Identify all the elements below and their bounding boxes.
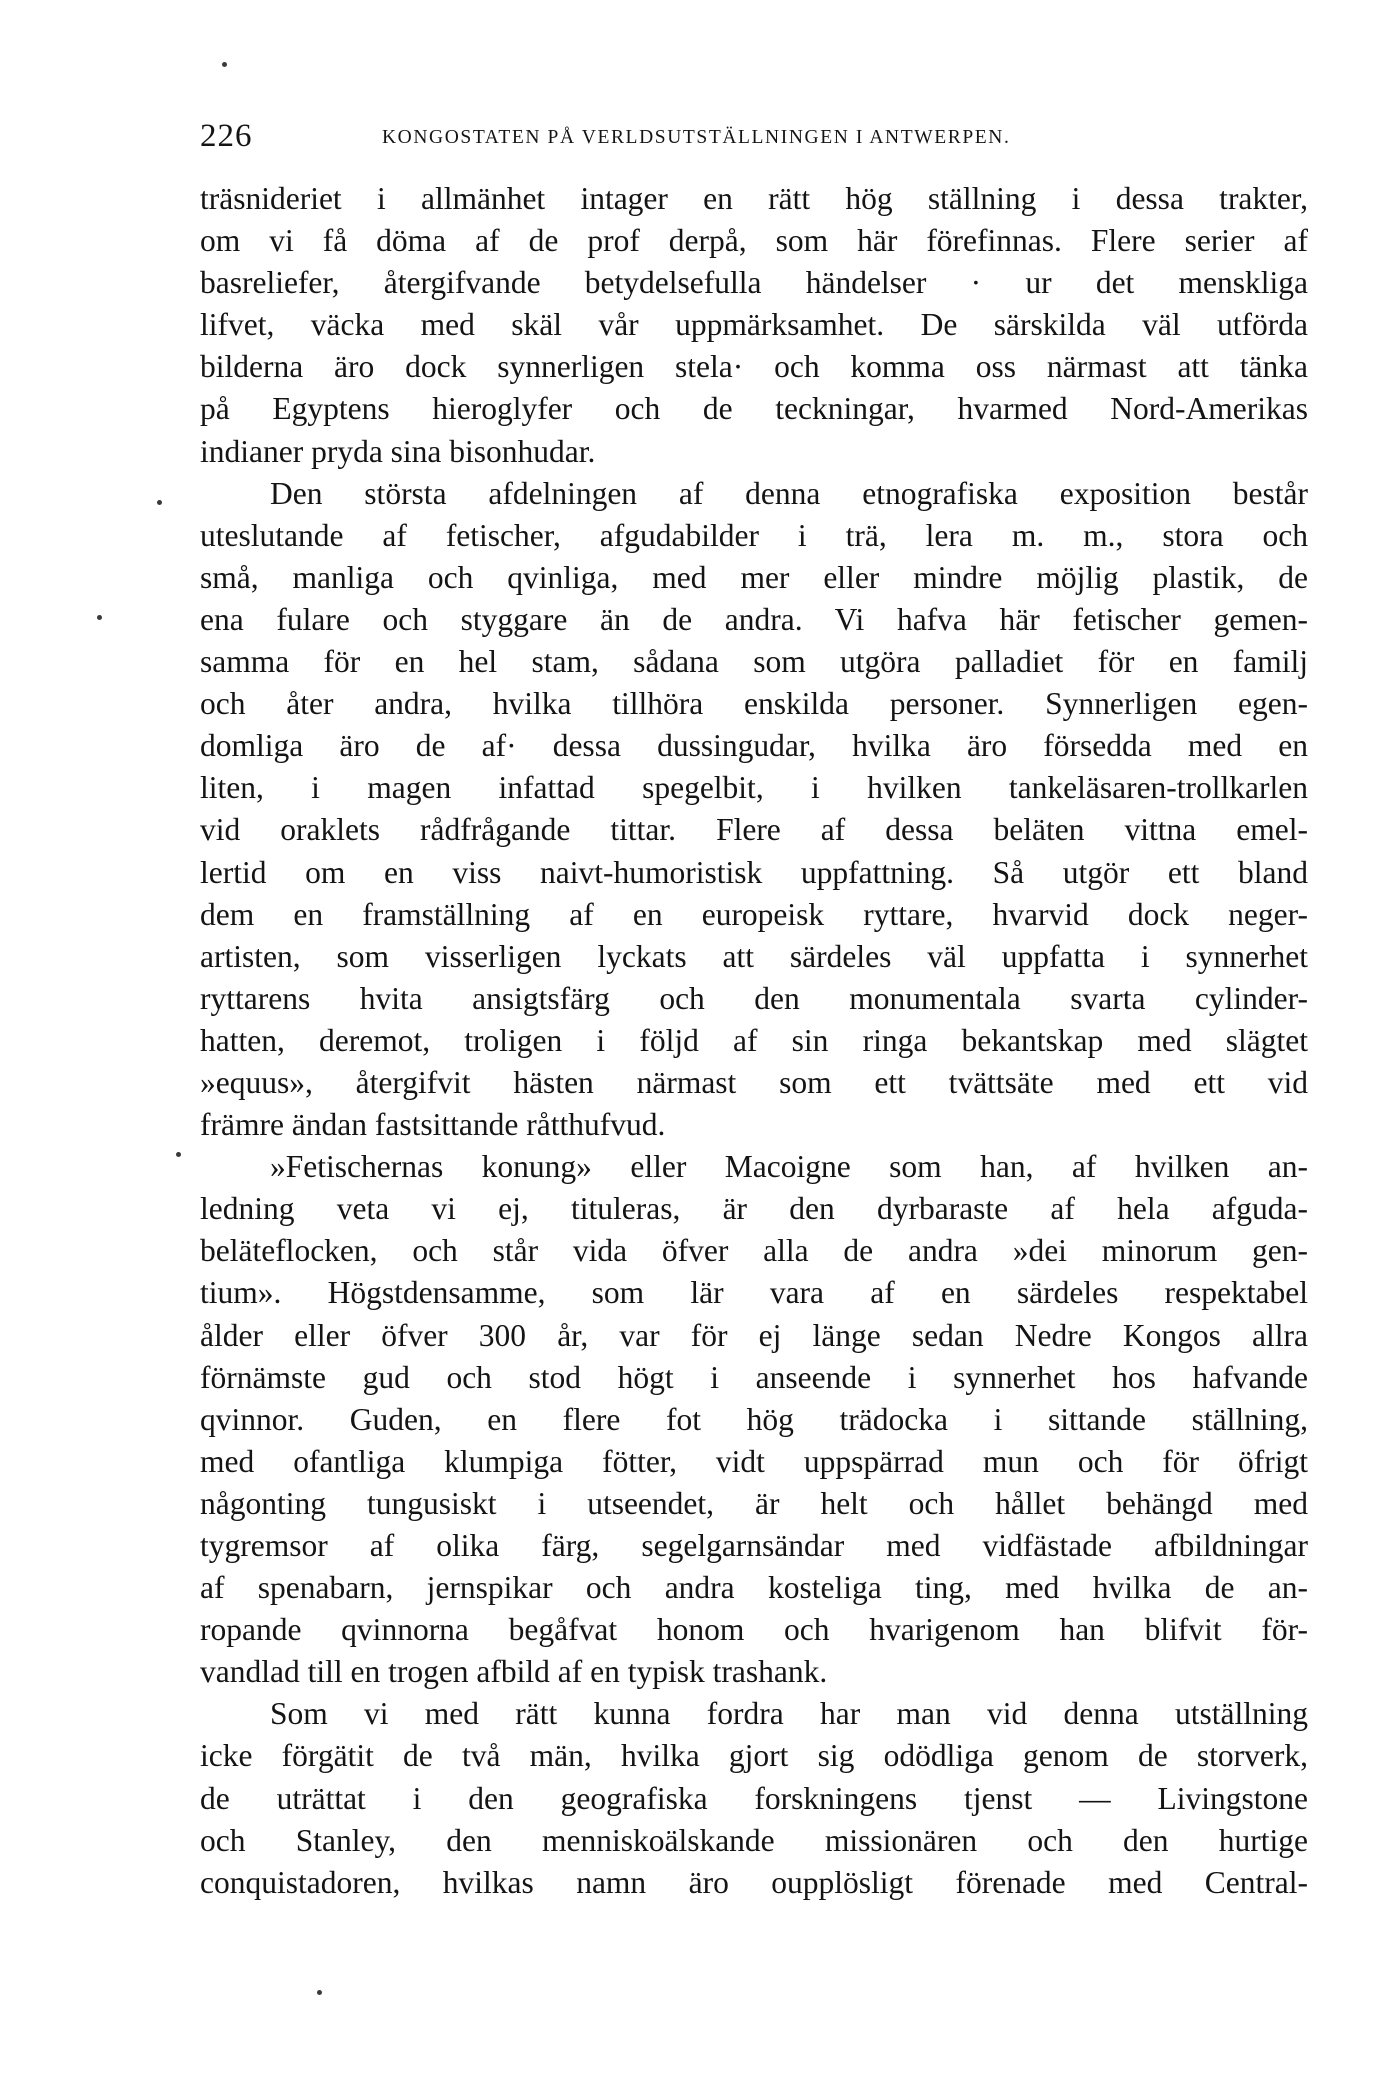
text-line: ryttarens hvita ansigtsfärg och den monumentala svarta cylinder- <box>200 980 1308 1016</box>
text-line: på Egyptens hieroglyfer och de teckningar, hvarmed Nord-Amerikas <box>200 391 1308 427</box>
text-line: artisten, som visserligen lyckats att särdeles väl uppfatta i synnerhet <box>200 938 1308 974</box>
text-line: med ofantliga klumpiga fötter, vidt uppspärrad mun och för öfrigt <box>200 1443 1308 1479</box>
text-line: ålder eller öfver 300 år, var för ej länge sedan Nedre Kongos allra <box>200 1317 1308 1353</box>
text-line: bilderna äro dock synnerligen stela· och komma oss närmast att tänka <box>200 349 1308 385</box>
text-line: lifvet, väcka med skäl vår uppmärksamhet. De särskilda väl utförda <box>200 307 1308 343</box>
text-line: indianer pryda sina bisonhudar. <box>200 433 596 469</box>
text-line: conquistadoren, hvilkas namn äro oupplösligt förenade med Central- <box>200 1864 1308 1900</box>
page-header <box>200 118 1308 158</box>
text-line: någonting tungusiskt i utseendet, är helt och hållet behängd med <box>200 1485 1308 1521</box>
print-speck <box>157 500 162 505</box>
text-line: och Stanley, den menniskoälskande missionären och den hurtige <box>200 1822 1308 1858</box>
print-speck <box>222 62 227 67</box>
text-line: basreliefer, återgifvande betydelsefulla händelser · ur det menskliga <box>200 265 1308 301</box>
text-line: vandlad till en trogen afbild af en typisk trashank. <box>200 1654 828 1690</box>
text-line: uteslutande af fetischer, afgudabilder i trä, lera m. m., stora och <box>200 517 1308 553</box>
body-text <box>200 178 1308 1904</box>
text-line: af spenabarn, jernspikar och andra kosteliga ting, med hvilka de an- <box>200 1570 1308 1606</box>
text-line: »Fetischernas konung» eller Macoigne som han, af hvilken an- <box>270 1149 1308 1185</box>
text-line: och åter andra, hvilka tillhöra enskilda personer. Synnerligen egen- <box>200 686 1308 722</box>
text-line: lertid om en viss naivt-humoristisk uppfattning. Så utgör ett bland <box>200 854 1308 890</box>
print-speck <box>97 615 102 620</box>
text-line: liten, i magen infattad spegelbit, i hvilken tankeläsaren-trollkarlen <box>200 770 1308 806</box>
text-line: vid oraklets rådfrågande tittar. Flere af dessa beläten vittna emel- <box>200 812 1308 848</box>
text-line: om vi få döma af de prof derpå, som här förefinnas. Flere serier af <box>200 223 1308 259</box>
print-speck <box>317 1990 322 1995</box>
text-line: de uträttat i den geografiska forskningens tjenst — Livingstone <box>200 1780 1308 1816</box>
text-line: små, manliga och qvinliga, med mer eller mindre möjlig plastik, de <box>200 559 1308 595</box>
text-line: träsnideriet i allmänhet intager en rätt hög ställning i dessa trakter, <box>200 181 1308 216</box>
page-number: 226 <box>200 118 253 154</box>
print-speck <box>176 1152 181 1157</box>
text-line: qvinnor. Guden, en flere fot hög trädocka i sittande ställning, <box>200 1401 1308 1437</box>
text-line: hatten, deremot, troligen i följd af sin ringa bekantskap med slägtet <box>200 1022 1308 1058</box>
text-line: domliga äro de af· dessa dussingudar, hvilka äro försedda med en <box>200 728 1308 764</box>
text-line: »equus», återgifvit hästen närmast som ett tvättsäte med ett vid <box>200 1064 1308 1100</box>
text-line: ena fulare och styggare än de andra. Vi hafva här fetischer gemen- <box>200 601 1308 637</box>
text-line: icke förgätit de två män, hvilka gjort sig odödliga genom de storverk, <box>200 1738 1308 1774</box>
text-line: tium». Högstdensamme, som lär vara af en särdeles respektabel <box>200 1275 1308 1311</box>
running-head: KONGOSTATEN PÅ VERLDSUTSTÄLLNINGEN I ANTWERPEN. <box>382 127 1011 148</box>
text-line: Den största afdelningen af denna etnografiska exposition består <box>270 475 1308 511</box>
text-line: främre ändan fastsittande råtthufvud. <box>200 1107 666 1143</box>
text-line: dem en framställning af en europeisk ryttare, hvarvid dock neger- <box>200 896 1308 932</box>
text-line: beläteflocken, och står vida öfver alla de andra »dei minorum gen- <box>200 1233 1308 1269</box>
text-line: tygremsor af olika färg, segelgarnsändar med vidfästade afbildningar <box>200 1528 1308 1563</box>
text-line: samma för en hel stam, sådana som utgöra palladiet för en familj <box>200 644 1308 680</box>
text-line: ropande qvinnorna begåfvat honom och hvarigenom han blifvit för- <box>200 1612 1308 1648</box>
text-line: Som vi med rätt kunna fordra har man vid denna utställning <box>270 1696 1308 1732</box>
text-line: ledning veta vi ej, tituleras, är den dyrbaraste af hela afguda- <box>200 1191 1308 1227</box>
text-line: förnämste gud och stod högt i anseende i synnerhet hos hafvande <box>200 1359 1308 1395</box>
